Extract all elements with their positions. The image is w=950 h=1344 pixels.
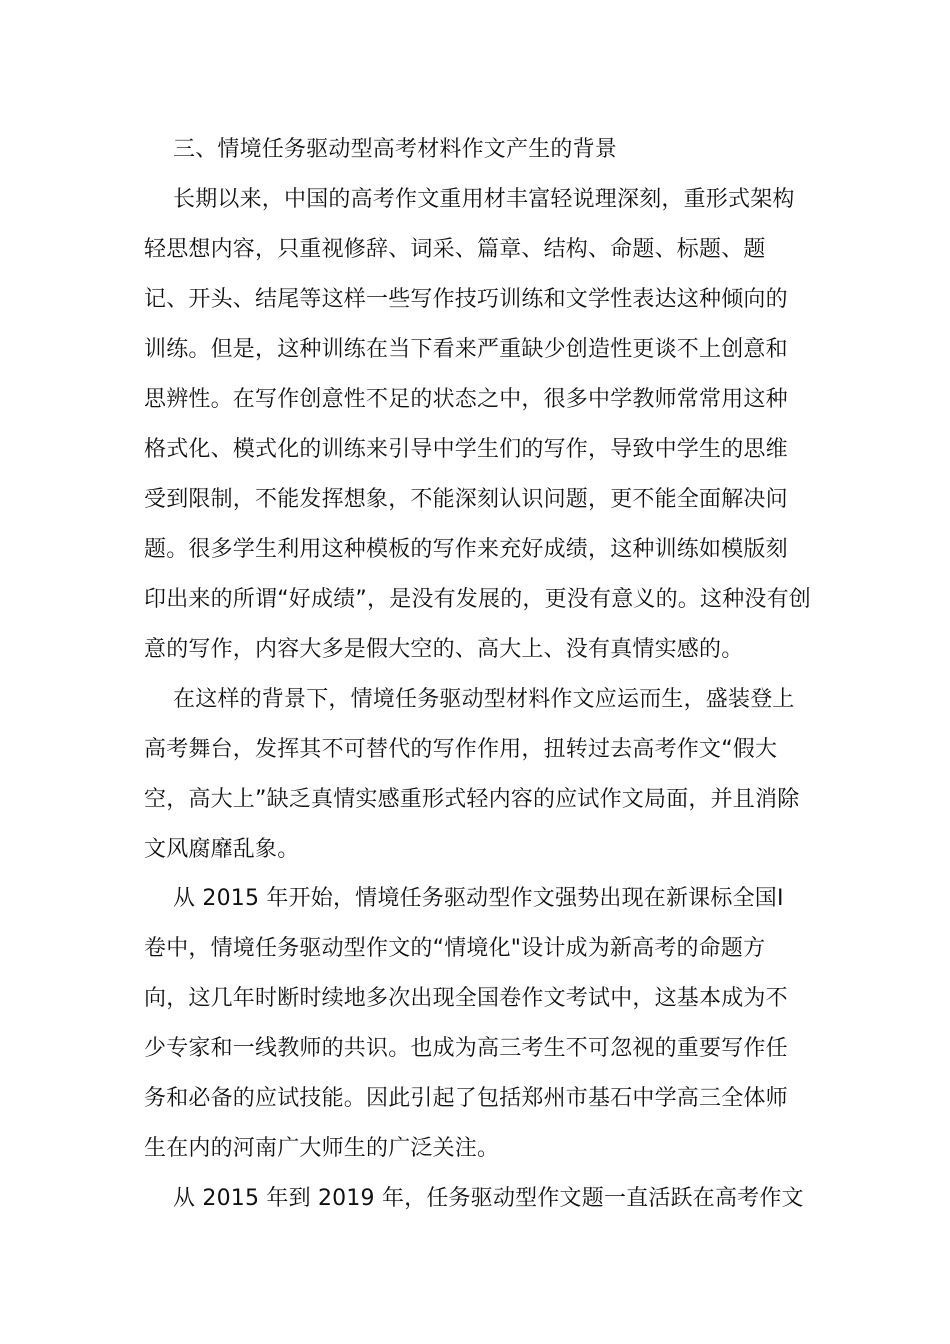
paragraph-1-line-1: 长期以来，中国的高考作文重用材丰富轻说理深刻，重形式架构: [173, 187, 795, 212]
paragraph-3-line-1: 从 2015 年开始，情境任务驱动型作文强势出现在新课标全国Ⅰ: [173, 886, 784, 911]
paragraph-1-line-4: 训练。但是，这种训练在当下看来严重缺少创造性更谈不上创意和: [144, 337, 788, 362]
paragraph-3-line-3: 向，这几年时断时续地多次出现全国卷作文考试中，这基本成为不: [144, 986, 788, 1011]
paragraph-2-line-4: 文风腐靡乱象。: [144, 837, 300, 862]
paragraph-3-line-5: 务和必备的应试技能。因此引起了包括郑州市基石中学高三全体师: [144, 1086, 788, 1111]
section-heading: 三、情境任务驱动型高考材料作文产生的背景: [173, 137, 618, 162]
paragraph-1-line-8: 题。很多学生利用这种模板的写作来充好成绩，这种训练如模版刻: [144, 537, 788, 562]
paragraph-1-line-9: 印出来的所谓“好成绩”，是没有发展的，更没有意义的。这种没有创: [144, 587, 811, 612]
paragraph-1-line-5: 思辨性。在写作创意性不足的状态之中，很多中学教师常常用这种: [144, 387, 788, 412]
paragraph-4-line-1: 从 2015 年到 2019 年，任务驱动型作文题一直活跃在高考作文: [173, 1186, 804, 1211]
paragraph-1-line-10: 意的写作，内容大多是假大空的、高大上、没有真情实感的。: [144, 637, 744, 662]
paragraph-3-line-6: 生在内的河南广大师生的广泛关注。: [144, 1136, 500, 1161]
paragraph-2-line-2: 高考舞台，发挥其不可替代的写作作用，扭转过去高考作文“假大: [144, 737, 778, 762]
paragraph-1-line-3: 记、开头、结尾等这样一些写作技巧训练和文学性表达这种倾向的: [144, 287, 788, 312]
paragraph-3-line-4: 少专家和一线教师的共识。也成为高三考生不可忽视的重要写作任: [144, 1036, 788, 1061]
paragraph-2-line-1: 在这样的背景下，情境任务驱动型材料作文应运而生，盛装登上: [173, 687, 795, 712]
paragraph-1-line-6: 格式化、模式化的训练来引导中学生们的写作，导致中学生的思维: [144, 437, 788, 462]
paragraph-2-line-3: 空，高大上”缺乏真情实感重形式轻内容的应试作文局面，并且消除: [144, 787, 800, 812]
paragraph-1-line-2: 轻思想内容，只重视修辞、词采、篇章、结构、命题、标题、题: [144, 237, 766, 262]
paragraph-1-line-7: 受到限制，不能发挥想象，不能深刻认识问题，更不能全面解决问: [144, 487, 788, 512]
paragraph-3-line-2: 卷中，情境任务驱动型作文的“情境化"设计成为新高考的命题方: [144, 936, 766, 961]
